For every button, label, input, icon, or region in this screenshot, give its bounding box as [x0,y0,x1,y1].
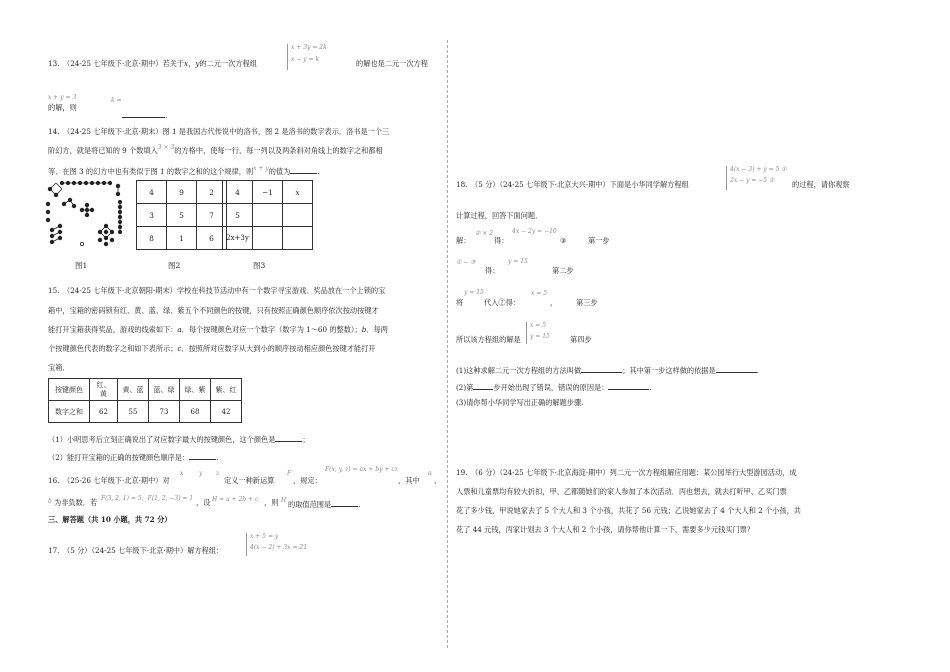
luoshu-figure [44,180,126,252]
q19-line-2: 人票和儿童票均有较大折扣，甲、乙都随她们的家人参加了本次活动．丙也想去，就去打听甲、乙买门票 [456,487,787,496]
q16-condition: F(3, 2, 1) = 5，F(1, 2, −3) = 1 [101,495,194,502]
q13-equation: x + y = 3 [48,94,77,101]
q13-line-1: 13. （24-25 七年级下·北京·期中）若关于x，y的二元一次方程组 [48,59,257,68]
q14-answer-blank[interactable] [290,165,317,174]
q18-line-2: 计算过程，回答下面问题． [456,211,543,220]
q14-line-3: 等．在图 3 的幻方中也有类似于图 1 的数字之和的这个规律，则$^{x + y}$的值为 . [48,165,320,176]
q15-subquestion-1: （1）小明思考后立刻正确说出了对应数字最大的按键颜色，这个颜色是 ； [48,435,310,444]
section-3-heading: 三、解答题（共 10 小题，共 72 分） [48,515,172,524]
q15-line-4: 个按键颜色代表的数字之和如下表所示；c．按照所对应数字从大到小的顺序按动相应颜色按键才能打开 [48,344,376,353]
figure-3-caption: 图3 [253,261,266,270]
q18-step-3: 将 [456,298,464,307]
q13-line-2: 的解，则 [48,103,77,112]
q15-answer-blank-1[interactable] [275,433,302,442]
q18-part-1: (1)这种求解二元一次方程组的方法叫做 ；其中第一步这样做的依据是 . [456,366,759,375]
q19-line-4: 花了 44 元钱，丙家计划去 3 个大人和 2 个小孩，请你帮他计算一下，需要多少元钱买门票？ [456,525,754,534]
q19-line-3: 花了多少钱，甲说她家去了 5 个大人和 3 个小孩，共花了 56 元钱；乙说她家去了 4 个大人和 2 个小孩，共 [456,506,801,515]
q15-key-sum-table [48,378,242,423]
q17-text: 17. （5 分）（24-25 七年级下·北京·期中）解方程组： [48,546,224,555]
q19-line-1: 19. （6 分）（24-25 七年级下·北京海淀·期中）列二元一次方程组解应用题：某公园举行大型游园活动，成 [456,468,797,477]
q13-answer-blank[interactable]: . [122,103,167,122]
q18-part-2: (2)第 步开始出现了错误，错误的原因是： . [456,383,652,392]
q18-line-1: 18. （5 分）（24-25 七年级下·北京大兴·期中）下面是小华同学解方程组 [456,180,689,189]
figure-3-magic-square: 4 −1 x 5 2x+3y [222,180,313,250]
q13-line-1-tail: 的解也是二元一次方程 [356,59,428,68]
table-row: 按键颜色 红、 黄 黄、蓝 蓝、绿 绿、紫 紫、红 [49,379,242,401]
column-divider [447,40,448,648]
q18-step-4: 所以该方程组的解是 [456,335,521,344]
q15-line-5: 宝箱． [48,363,70,372]
q18-step-1: 解： [456,236,471,245]
q14-line-1: 14. （24-25 七年级下·北京·期末）图 1 是我国古代传说中的洛书，图 2 是洛书的数字表示．洛书是一个三 [48,127,390,136]
q18-answer-system: x = 5 y = 15 [526,322,550,344]
q16-answer-blank[interactable] [331,498,358,507]
q15-line-1: 15. （24-25 七年级下·北京朝阳·期末）学校在科技节活动中有一个数字寻宝游戏．奖品放在一个上锁的宝 [48,286,386,295]
q18-answer-blank-2[interactable] [716,364,757,373]
q18-answer-blank-4[interactable] [608,381,649,390]
q15-line-3: 能打开宝箱获得奖品，游戏的线索如下：a．每个按键颜色对应一个数字（数字为 1～60 的整数）；b．每两 [48,325,388,334]
figure-2-caption: 图2 [168,261,181,270]
q17-equation-system: x + 5 = y 4(x − 2) + 3x = 21 [246,533,307,556]
q13-equation-system: x + 3y = 2k x − y = k [287,44,327,70]
figure-1-caption: 图1 [75,261,88,270]
q15-line-2: 箱中，宝箱的密码锁有红、黄、蓝、绿、紫五个不同颜色的按键，只有按照正确颜色顺序依次按动按键才 [48,306,379,315]
figure-2-magic-square: 4 9 2 3 5 7 8 1 6 [136,180,227,250]
q16-line-1: 16. （25-26 七年级下·北京·期中）对 [48,476,170,485]
q15-answer-blank-2[interactable] [189,451,216,460]
q18-answer-blank-1[interactable] [581,364,622,373]
q18-answer-blank-3[interactable] [473,381,493,390]
q18-step-2: ① − ③ [456,259,476,266]
q14-line-2: 阶幻方，就是将已知的 9 个数填入$^{3 \times 3}$的方格中，使每一行、每一列以及两条斜对角线上的数字之和都相 [48,144,383,155]
q18-part-3: (3)请你帮小华同学写出正确的解题步骤. [456,398,584,407]
q18-equation-system: 4(x − 3) + y = 5 ① 2x − y = −5 ② [726,166,787,190]
q13-variable-k: k = [111,97,122,104]
table-row: 数字之和 62 55 73 68 42 [49,401,242,423]
q15-subquestion-2: （2）能打开宝箱的正确的按键颜色顺序是： . [48,453,219,462]
